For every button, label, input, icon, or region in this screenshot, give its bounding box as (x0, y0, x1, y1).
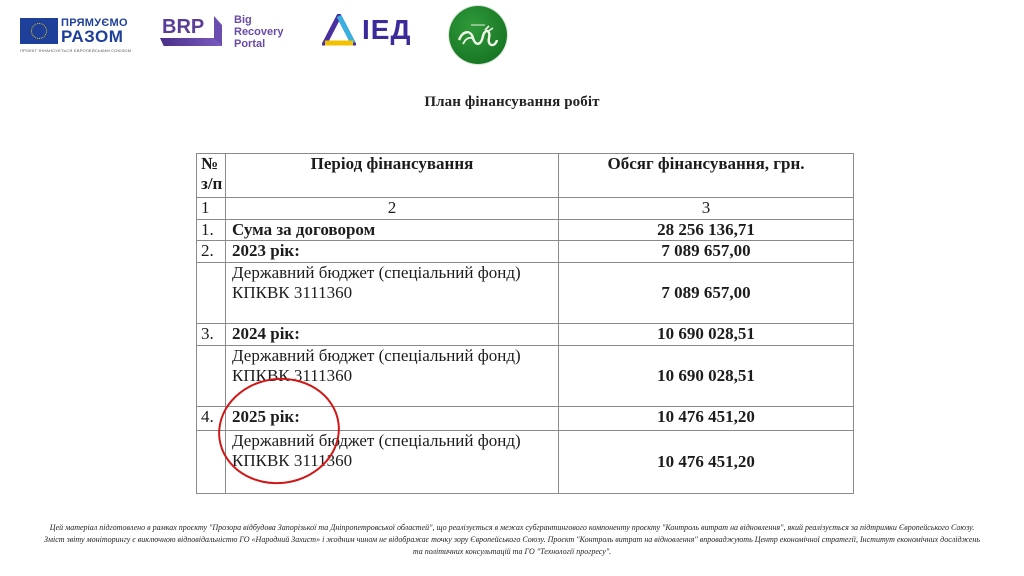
brp-line: Portal (234, 38, 266, 50)
brp-mark-icon (160, 16, 220, 46)
period-line: КПКВК 3111360 (232, 283, 353, 302)
brp-line: Recovery (234, 26, 284, 38)
table-row (197, 324, 854, 346)
row-number: 1. (197, 220, 226, 241)
logo-text: РАЗОМ (61, 27, 124, 46)
brp-line: Big (234, 14, 252, 26)
row-period: 2023 рік: (226, 241, 559, 263)
monogram-icon (449, 6, 507, 64)
ied-logo (322, 14, 422, 50)
row-number: 2. (197, 241, 226, 263)
ied-text: ІЕД (362, 14, 412, 45)
row-number: 4. (197, 407, 226, 431)
table-header-row (197, 154, 854, 198)
header-period: Період фінансування (226, 154, 559, 198)
period-line: КПКВК 3111360 (232, 366, 353, 385)
brp-mark-text: BRP (162, 16, 214, 38)
table-row (197, 220, 854, 241)
column-number: 1 (197, 198, 226, 220)
row-period (226, 263, 559, 324)
document-title: План фінансування робіт (424, 94, 600, 110)
row-amount: 7 089 657,00 (559, 241, 854, 263)
header-amount: Обсяг фінансування, грн. (559, 154, 854, 198)
table-row (197, 241, 854, 263)
table-row (197, 263, 854, 324)
logo-subtitle: ПРОЕКТ ФІНАНСУЄТЬСЯ ЄВРОПЕЙСЬКИМ СОЮЗОМ (20, 48, 132, 53)
row-amount: 10 690 028,51 (559, 324, 854, 346)
row-number: 3. (197, 324, 226, 346)
pryamuyemo-razom-logo (20, 18, 130, 56)
row-amount: 10 690 028,51 (559, 346, 854, 407)
row-period: Сума за договором (226, 220, 559, 241)
period-line: КПКВК 3111360 (232, 451, 353, 470)
column-number: 3 (559, 198, 854, 220)
logo-bar (0, 0, 1024, 70)
row-amount: 10 476 451,20 (559, 431, 854, 494)
row-period: 2024 рік: (226, 324, 559, 346)
row-amount: 10 476 451,20 (559, 407, 854, 431)
row-amount: 28 256 136,71 (559, 220, 854, 241)
narodnyi-zakhyst-logo (449, 6, 507, 64)
brp-text (234, 14, 284, 50)
triangle-icon (322, 14, 356, 46)
row-amount: 7 089 657,00 (559, 263, 854, 324)
column-number: 2 (226, 198, 559, 220)
disclaimer-footer: Цей матеріал підготовлено в рамках проєкту "Прозора відбудова Запорізької та Дніпропетровської областей", що реалізується в межах субгрантингового компоненту проєкту "Контроль витрат на відновлення", який реалізується за підтримки Європейського Союзу. Зміст звіту моніторингу є виключною відповідальністю ГО «Народний Захист» і жодним чином не відображає точку зору Європейського Союзу. Проєкт "Контроль витрат на відновлення" впроваджують Центр економічної стратегії, Інститут економічних досліджень та політичних консультацій та ГО "Технології прогресу". (43, 523, 981, 556)
header-number: № з/п (197, 154, 226, 198)
row-period: 2025 рік: (226, 407, 559, 431)
period-line: Державний бюджет (спеціальний фонд) (232, 346, 521, 365)
period-line: Державний бюджет (спеціальний фонд) (232, 263, 521, 282)
row-number (197, 346, 226, 407)
logo-text: ПРЯМУЄМО (61, 17, 128, 29)
row-number (197, 263, 226, 324)
column-number-row (197, 198, 854, 220)
period-line: Державний бюджет (спеціальний фонд) (232, 431, 521, 450)
eu-flag-icon (20, 18, 58, 44)
big-recovery-portal-logo (160, 14, 300, 54)
